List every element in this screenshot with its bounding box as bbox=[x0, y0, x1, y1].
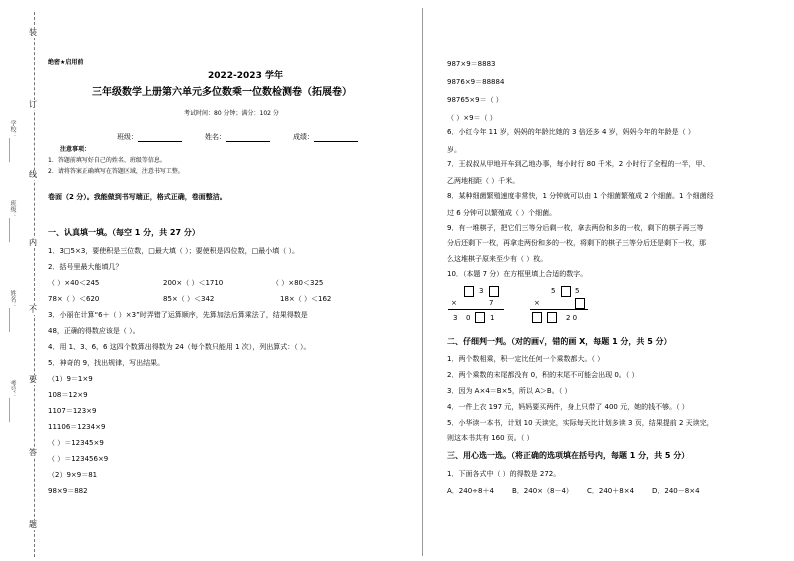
q2: 2．括号里最大能填几？ bbox=[48, 263, 123, 271]
note-2: 2．请将答案正确填写在答题区域，注意书写工整。 bbox=[48, 168, 184, 175]
option-c[interactable]: C．240＋8×4 bbox=[587, 487, 635, 495]
digit: 5 bbox=[551, 287, 556, 295]
q6-line1: 6．小红今年 11 岁，妈妈的年龄比她的 3 倍还多 4 岁，妈妈今年的年龄是（ ） bbox=[447, 128, 695, 136]
multiply-sign: × bbox=[451, 299, 457, 307]
school-year: 2022-2023 学年 bbox=[208, 71, 283, 81]
option-b[interactable]: B．240×（8－4） bbox=[512, 487, 573, 495]
score-blank[interactable] bbox=[314, 133, 358, 142]
q5-line: 108＝12×9 bbox=[48, 391, 88, 399]
neatness-note: 卷面（2 分）。我能做到书写端正，格式正确，卷面整洁。 bbox=[48, 193, 227, 201]
binding-field-name[interactable]: 姓名：________ bbox=[9, 290, 16, 332]
digit: 7 bbox=[489, 299, 494, 307]
digit-box[interactable] bbox=[532, 312, 542, 323]
q5-line[interactable]: （ ）＝12345×9 bbox=[48, 439, 104, 447]
q5-line: 1107＝123×9 bbox=[48, 407, 97, 415]
q3-line1: 3．小丽在计算“6＋（ ）×3”时弄错了运算顺序，先算加法后算乘法了，结果得数是 bbox=[48, 311, 308, 319]
binding-char: 要 bbox=[29, 375, 37, 384]
digit: 2 0 bbox=[566, 314, 578, 322]
section3-heading: 三、用心选一选。（将正确的选项填在括号内，每题 1 分，共 5 分） bbox=[447, 451, 690, 460]
digit-box[interactable] bbox=[561, 286, 571, 297]
judge-5-line2[interactable]: 则这本书共有 160 页。（ ） bbox=[447, 434, 534, 442]
q2-item[interactable]: 78×（ ）＜620 bbox=[48, 295, 100, 303]
q5-line: 11106＝1234×9 bbox=[48, 423, 106, 431]
q1: 1．3□5×3，要使积是三位数，□最大填（ ）；要使积是四位数，□最小填（ ）。 bbox=[48, 247, 299, 255]
q5-line[interactable]: （ ）＝123456×9 bbox=[48, 455, 109, 463]
digit-box[interactable] bbox=[575, 298, 585, 309]
digit-box[interactable] bbox=[475, 312, 485, 323]
q5-line: 9876×9＝88884 bbox=[447, 78, 505, 86]
q5-part2: （2）9×9＝81 bbox=[48, 471, 98, 479]
exam-info: 考试时间：80 分钟；满分：102 分 bbox=[184, 110, 279, 117]
digit: 5 bbox=[575, 287, 580, 295]
q2-item[interactable]: 18×（ ）＜162 bbox=[280, 295, 332, 303]
q6-line2: 岁。 bbox=[447, 146, 461, 154]
q5-line[interactable]: （ ）×9＝（ ） bbox=[447, 114, 497, 122]
name-field[interactable] bbox=[205, 133, 270, 142]
digit-box[interactable] bbox=[489, 286, 499, 297]
binding-field-class[interactable]: 班级：________ bbox=[9, 200, 16, 242]
binding-dashed-line bbox=[34, 12, 35, 557]
column-divider bbox=[422, 8, 423, 556]
multiply-sign: × bbox=[534, 299, 540, 307]
digit-box[interactable] bbox=[464, 286, 474, 297]
binding-char: 不 bbox=[29, 305, 37, 314]
binding-char: 订 bbox=[29, 100, 37, 109]
q5-line: 987×9＝8883 bbox=[447, 60, 496, 68]
binding-strip bbox=[0, 0, 46, 561]
binding-char: 答 bbox=[29, 448, 37, 457]
class-blank[interactable] bbox=[138, 133, 182, 142]
underline bbox=[530, 309, 588, 310]
class-label: 班级： bbox=[117, 133, 138, 141]
digit: 0 bbox=[466, 314, 471, 322]
section2-heading: 二、仔细判一判。（对的画√，错的画 X，每题 1 分，共 5 分） bbox=[447, 337, 672, 346]
name-label: 姓名： bbox=[205, 133, 226, 141]
q7-line2: 乙两地相距（ ）千米。 bbox=[447, 177, 520, 185]
binding-field-school[interactable]: 学校：________ bbox=[9, 120, 16, 162]
digit: 3 bbox=[453, 314, 458, 322]
name-blank[interactable] bbox=[226, 133, 270, 142]
section1-heading: 一、认真填一填。（每空 1 分，共 27 分） bbox=[48, 228, 200, 237]
binding-char: 线 bbox=[29, 170, 37, 179]
page-title: 三年级数学上册第六单元多位数乘一位数检测卷（拓展卷） bbox=[92, 87, 352, 98]
q10: 10．（本题 7 分）在方框里填上合适的数字。 bbox=[447, 270, 588, 278]
notes-title: 注意事项： bbox=[60, 146, 91, 153]
q7-line1: 7．王叔叔从甲地开车到乙地办事，每小时行 80 千米，2 小时行了全程的一半，甲、 bbox=[447, 160, 710, 168]
binding-field-exam-no[interactable]: 考号：________ bbox=[9, 380, 16, 422]
score-label: 成绩： bbox=[293, 133, 314, 141]
binding-char: 装 bbox=[29, 28, 37, 37]
judge-2[interactable]: 2．两个乘数的末尾都没有 0，积的末尾不可能会出现 0。（ ） bbox=[447, 371, 639, 379]
secret-mark: 绝密★启用前 bbox=[48, 59, 84, 66]
digit: 3 bbox=[479, 287, 484, 295]
q9-line2: 分后还剩下一枚，再拿走两份和多的一枚，将剩下的棋子三等分后还是剩下一枚，那 bbox=[447, 239, 706, 247]
class-field[interactable] bbox=[117, 133, 182, 142]
judge-4[interactable]: 4．一件上衣 197 元，妈妈要买两件，身上只带了 400 元，她的钱不够。（ ） bbox=[447, 403, 689, 411]
select-1: 1．下面各式中（ ）的得数是 272。 bbox=[447, 470, 561, 478]
q2-item[interactable]: 85×（ ）＜342 bbox=[163, 295, 215, 303]
note-1: 1．答题前填写好自己的姓名、班级等信息。 bbox=[48, 157, 166, 164]
judge-1[interactable]: 1．两个数相乘，积一定比任何一个乘数都大。（ ） bbox=[447, 355, 605, 363]
binding-char: 内 bbox=[29, 238, 37, 247]
score-field[interactable] bbox=[293, 133, 358, 142]
q8-line2: 过 6 分钟可以繁殖成（ ）个细菌。 bbox=[447, 209, 557, 217]
digit: 1 bbox=[490, 314, 495, 322]
underline bbox=[448, 309, 504, 310]
binding-char: 题 bbox=[29, 520, 37, 529]
q8-line1: 8．某种细菌繁殖速度非常快，1 分钟就可以由 1 个细菌繁殖成 2 个细菌。1 个细菌经 bbox=[447, 192, 714, 200]
q4: 4．用 1、3、6、6 这四个数算出得数为 24（每个数只能用 1 次），列出算式：（ ）。 bbox=[48, 343, 311, 351]
q2-item[interactable]: 200×（ ）＜1710 bbox=[163, 279, 224, 287]
q5-line: 98×9＝882 bbox=[48, 487, 88, 495]
option-d[interactable]: D．240－8×4 bbox=[652, 487, 700, 495]
judge-3[interactable]: 3．因为 A×4＝B×5，所以 A＞B。（ ） bbox=[447, 387, 572, 395]
q5-line[interactable]: 98765×9＝（ ） bbox=[447, 96, 503, 104]
digit-box[interactable] bbox=[547, 312, 557, 323]
q3-line2: 48，正确的得数应该是（ ）。 bbox=[48, 327, 140, 335]
q9-line1: 9．有一堆棋子，把它们三等分后剩一枚，拿去两份和多的一枚，剩下的棋子再三等 bbox=[447, 224, 704, 232]
q5: 5．神奇的 9，找出规律，写出结果。 bbox=[48, 359, 165, 367]
q9-line3: 么这堆棋子原来至少有（ ）枚。 bbox=[447, 255, 548, 263]
judge-5-line1: 5．小华读一本书，计划 10 天读完，实际每天比计划多读 3 页，结果提前 2 天读完， bbox=[447, 419, 714, 427]
option-a[interactable]: A．240÷8＋4 bbox=[447, 487, 494, 495]
q5-part1: （1）9＝1×9 bbox=[48, 375, 93, 383]
q2-item[interactable]: （ ）×40＜245 bbox=[48, 279, 100, 287]
q2-item[interactable]: （ ）×80＜325 bbox=[272, 279, 324, 287]
